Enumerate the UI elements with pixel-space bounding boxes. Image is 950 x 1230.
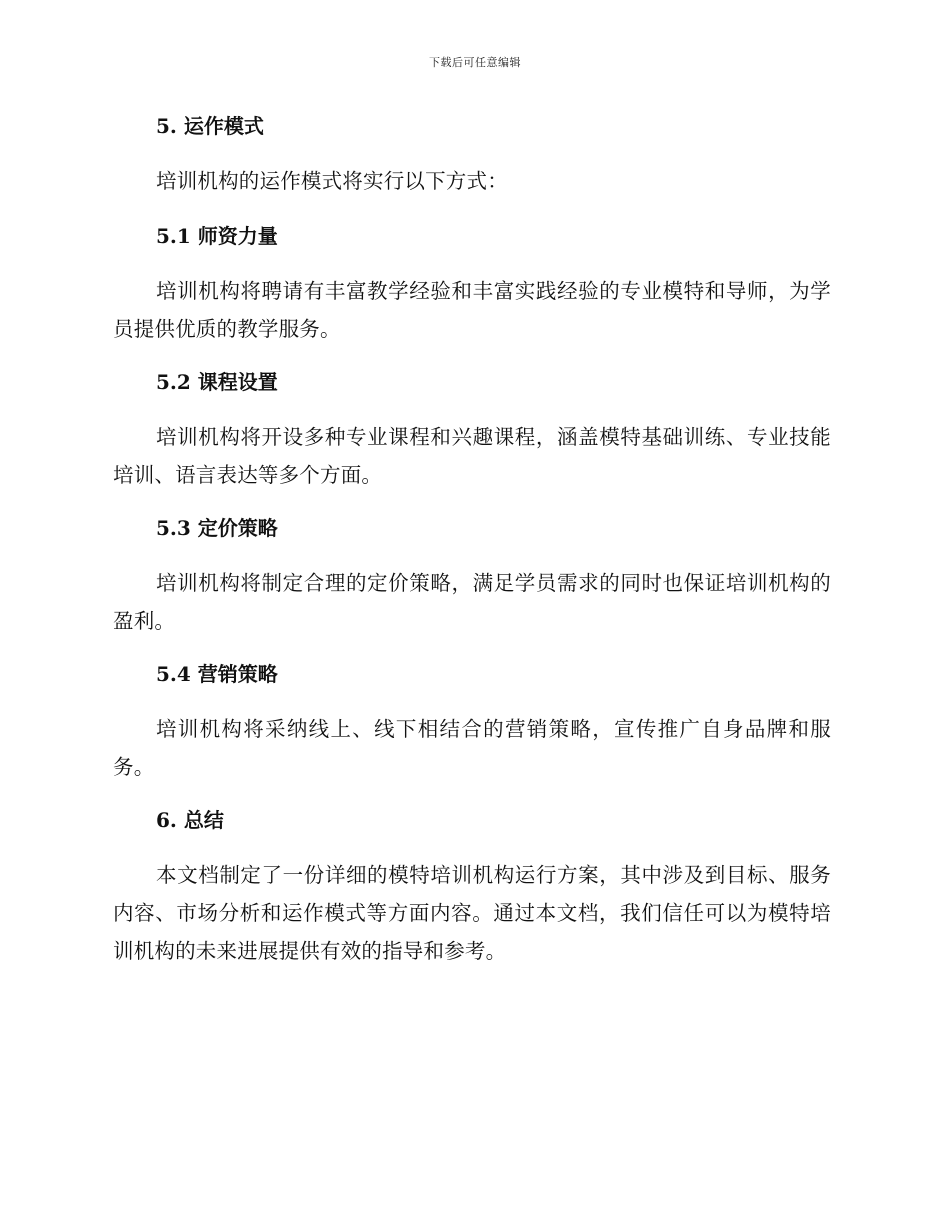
paragraph-summary: 本文档制定了一份详细的模特培训机构运行方案，其中涉及到目标、服务内容、市场分析和运作模式等方面内容。通过本文档，我们信任可以为模特培训机构的未来进展提供有效的指导和参考。 — [113, 863, 831, 963]
paragraph-marketing: 培训机构将采纳线上、线下相结合的营销策略，宣传推广自身品牌和服务。 — [113, 717, 831, 779]
paragraph-pricing: 培训机构将制定合理的定价策略，满足学员需求的同时也保证培训机构的盈利。 — [113, 571, 831, 633]
section-heading-marketing: 5.4 营销策略 — [156, 662, 278, 686]
section-heading-faculty: 5.1 师资力量 — [156, 224, 278, 248]
document-body — [113, 108, 831, 986]
paragraph-curriculum: 培训机构将开设多种专业课程和兴趣课程，涵盖模特基础训练、专业技能培训、语言表达等多个方面。 — [113, 425, 831, 487]
section-heading-operation-mode: 5. 运作模式 — [156, 114, 264, 138]
section-heading-summary: 6. 总结 — [156, 808, 224, 832]
paragraph-faculty: 培训机构将聘请有丰富教学经验和丰富实践经验的专业模特和导师，为学员提供优质的教学服务。 — [113, 279, 831, 341]
paragraph-operation-intro: 培训机构的运作模式将实行以下方式： — [156, 169, 508, 193]
section-heading-pricing: 5.3 定价策略 — [156, 516, 278, 540]
header-note: 下载后可任意编辑 — [429, 56, 521, 69]
section-heading-curriculum: 5.2 课程设置 — [156, 370, 278, 394]
